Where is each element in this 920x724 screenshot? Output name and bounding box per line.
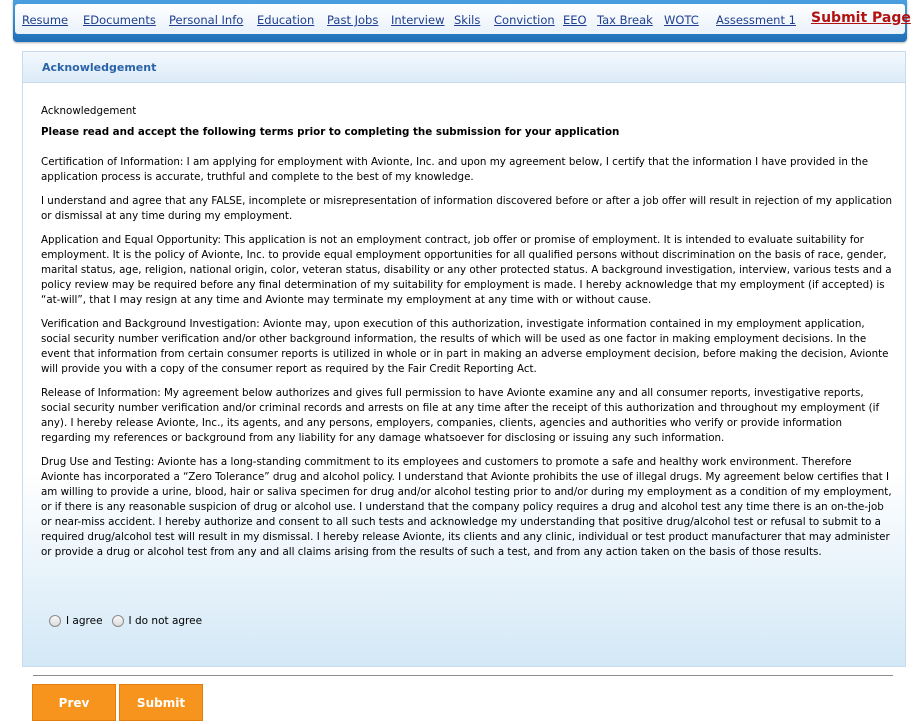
content-heading: Acknowledgement — [41, 105, 137, 117]
nav-link-assessment-1[interactable]: Assessment 1 — [716, 13, 796, 27]
nav-links-container — [15, 4, 911, 34]
agree-label: I agree — [66, 615, 103, 627]
top-navigation-bar — [13, 0, 911, 42]
agree-radio[interactable] — [49, 615, 61, 627]
disagree-label: I do not agree — [128, 615, 203, 627]
footer-divider — [33, 675, 893, 676]
nav-link-wotc[interactable]: WOTC — [664, 13, 699, 27]
nav-link-education[interactable]: Education — [257, 13, 315, 27]
nav-link-personal-info[interactable]: Personal Info — [169, 13, 244, 27]
paragraph-equal-opportunity: Application and Equal Opportunity: This application is not an employment contract, job offer or promise of employment. It is intended to evaluate suitability for employment. It is the policy of Avionte, Inc. to provide equal employment opportunities for all qualified persons without discrimination on the basis of race, gender, marital status, age, religion, national origin, color, veteran status, disability or any other protected status. A background investigation, interview, various tests and a policy review may be required before any final determination of my suitability for employment is made. I hereby acknowledge that my employment (if accepted) is “at-will”, that I may resign at any time and Avionte may terminate my employment at any time with or without cause. — [41, 234, 892, 306]
agreement-radio-group — [49, 615, 211, 627]
nav-link-edocuments[interactable]: EDocuments — [83, 13, 156, 27]
paragraph-certification: Certification of Information: I am applying for employment with Avionte, Inc. and upon my agreement below, I certify that the information I have provided in the application process is accurate, truthful and complete to the best of my knowledge. — [41, 156, 869, 183]
paragraph-release-of-information: Release of Information: My agreement below authorizes and gives full permission to have Avionte examine any and all consumer reports, investigative reports, social security number verification and/or criminal records and arrests on file at any time after the receipt of this authorization and throughout my employment (if any). I hereby release Avionte, Inc., its agents, and any persons, employers, companies, clients, agencies and authorities who verify or provide information regarding my references or background from any liability for any damage whatsoever for disclosing or issuing any such information. — [41, 387, 880, 444]
disagree-option[interactable] — [112, 615, 203, 627]
nav-submit-page-link[interactable]: Submit Page — [811, 10, 911, 26]
paragraph-background-investigation: Verification and Background Investigation: Avionte may, upon execution of this authorization, investigate information contained in my employment application, social security number verification and/or other background information, the results of which will be used as one factor in making employment decisions. In the event that information from certain consumer reports is utilized in whole or in part in making an adverse employment decision, before making the decision, Avionte will provide you with a copy of the consumer report as required by the Fair Credit Reporting Act. — [41, 318, 889, 375]
agree-option[interactable] — [49, 615, 103, 627]
nav-link-skills[interactable]: Skils — [454, 13, 481, 27]
terms-instruction: Please read and accept the following terms prior to completing the submission for your application — [41, 126, 620, 138]
nav-link-resume[interactable]: Resume — [22, 13, 69, 27]
nav-link-conviction[interactable]: Conviction — [494, 13, 555, 27]
submit-button[interactable]: Submit — [119, 684, 203, 721]
prev-button[interactable]: Prev — [32, 684, 116, 721]
acknowledgement-panel — [22, 51, 906, 667]
disagree-radio[interactable] — [112, 615, 124, 627]
paragraph-drug-testing: Drug Use and Testing: Avionte has a long-standing commitment to its employees and customers to promote a safe and healthy work environment. Therefore Avionte has incorporated a “Zero Tolerance” drug and alcohol policy. I understand that Avionte prohibits the use of illegal drugs. My agreement below certifies that I am willing to provide a urine, blood, hair or saliva specimen for drug and/or alcohol testing prior to and/or during my employment as a condition of my employment, or if there is any reasonable suspicion of drug or alcohol use. I understand that the company policy requires a drug and alcohol test any time there is an on-the-job or near-miss accident. I hereby authorize and consent to all such tests and acknowledge my understanding that positive drug/alcohol test or refusal to submit to a required drug/alcohol test will result in my dismissal. I hereby release Avionte, its clients and any clinic, individual or test product manufacturer that may administer or provide a drug or alcohol test from any and all claims arising from the results of such a test, and from any action taken on the basis of those results. — [41, 456, 892, 558]
panel-title: Acknowledgement — [42, 61, 157, 74]
terms-content — [41, 104, 893, 569]
nav-link-interview[interactable]: Interview — [391, 13, 445, 27]
nav-link-tax-break[interactable]: Tax Break — [597, 13, 653, 27]
nav-link-eeo[interactable]: EEO — [563, 13, 587, 27]
panel-header — [23, 52, 905, 83]
paragraph-false-information: I understand and agree that any FALSE, incomplete or misrepresentation of information discovered before or after a job offer will result in rejection of my application or dismissal at any time during my employment. — [41, 195, 893, 222]
nav-link-past-jobs[interactable]: Past Jobs — [327, 13, 379, 27]
